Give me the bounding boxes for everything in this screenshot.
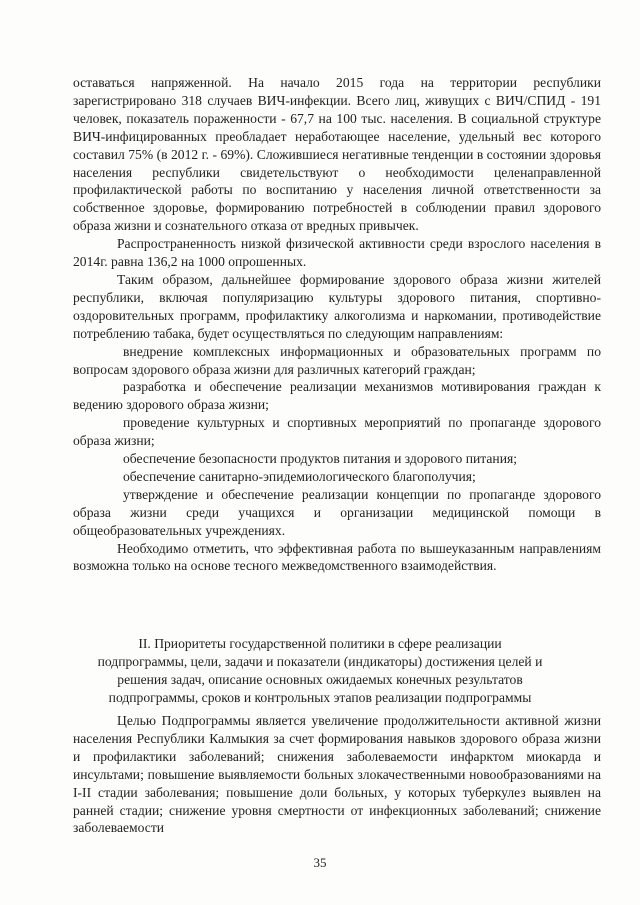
list-item: проведение культурных и спортивных мероприятий по пропаганде здорового образа жизни; [73,415,601,449]
list-item: разработка и обеспечение реализации механизмов мотивирования граждан к ведению здорового образа жизни; [73,379,601,413]
paragraph-physical-activity: Распространенность низкой физической активности среди взрослого населения в 2014г. равна 136,2 на 1000 опрошенных. [73,236,601,270]
paragraph-hiv-statistics: оставаться напряженной. На начало 2015 года на территории республики зарегистрировано 318 случаев ВИЧ-инфекции. Всего лиц, живущих с ВИЧ/СПИД - 191 человек, показатель пораженности - 67,7 на 100 тыс. населения. В социальной структуре ВИЧ-инфицированных преобладает неработающее население, удельный вес которого составил 75% (в 2012 г. - 69%). Сложившиеся негативные тенденции в состоянии здоровья населения республики свидетельствуют о необходимости целенаправленной профилактической работы по воспитанию у населения личной ответственности за собственное здоровье, формированию потребностей в соблюдении правил здорового образа жизни и сознательного отказа от вредных привычек. [73,75,601,234]
top-text-block [73,74,601,575]
paragraph-interagency: Необходимо отметить, что эффективная работа по вышеуказанным направлениям возможна только на основе тесного межведомственного взаимодействия. [73,540,601,574]
section-heading: II. Приоритеты государственной политики в сфере реализации подпрограммы, цели, задачи и показатели (индикаторы) достижения целей и решения задач, описание основных ожидаемых конечных результатов подпрограммы, сроков и контрольных этапов реализации подпрограммы [97,636,543,705]
page-number: 35 [313,855,327,870]
list-item: обеспечение санитарно-эпидемиологического благополучия; [123,468,476,484]
list-item: внедрение комплексных информационных и образовательных программ по вопросам здорового образа жизни для различных категорий граждан; [73,343,601,377]
list-item: утверждение и обеспечение реализации концепции по пропаганде здорового образа жизни среди учащихся и организации медицинской помощи в общеобразовательных учреждениях. [73,486,601,538]
paragraph-subprogram-goal: Целью Подпрограммы является увеличение продолжительности активной жизни населения Республики Калмыкия за счет формирования навыков здорового образа жизни и профилактики заболеваний; снижения заболеваемости инфарктом миокарда и инсультами; повышение выявляемости больных злокачественными новообразованиями на I-II стадии заболевания; повышение доли больных, у которых туберкулез выявлен на ранней стадии; снижение уровня смертности от инфекционных заболеваний; снижение заболеваемости [73,713,601,836]
paragraph-healthy-lifestyle: Таким образом, дальнейшее формирование здорового образа жизни жителей республики, включая популяризацию культуры здорового питания, спортивно-оздоровительных программ, профилактику алкоголизма и наркомании, противодействие потреблению табака, будет осуществляться по следующим направлениям: [73,271,601,341]
list-item: обеспечение безопасности продуктов питания и здорового питания; [123,451,517,467]
goal-text-block [73,712,601,837]
